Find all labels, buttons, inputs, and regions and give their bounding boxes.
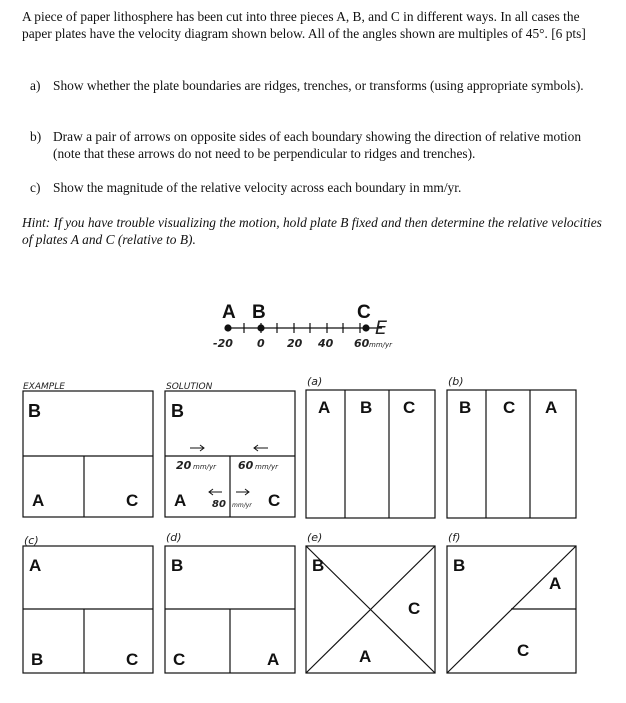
panel-c-label-c: C <box>126 650 139 669</box>
question-label: c) <box>30 180 41 195</box>
plate-a-dot <box>224 324 231 331</box>
tick-label: 60 <box>354 337 370 350</box>
plate-b-dot <box>257 324 264 331</box>
example-label-b: B <box>28 401 41 421</box>
unit-label: mm/yr <box>232 502 252 509</box>
tick-label: -20 <box>213 337 233 350</box>
question-text: Draw a pair of arrows on opposite sides of each boundary showing the direction of relative motion (note that these arrows do not need to be perpendicular to ridges and trenches). <box>53 129 582 161</box>
arrow-right-icon <box>190 445 204 451</box>
panel-a-title: (a) <box>307 375 323 388</box>
panel-d-title: (d) <box>166 531 182 544</box>
unit-label: mm/yr <box>369 341 393 349</box>
unit-label: mm/yr <box>255 463 279 471</box>
panel-f-label-b: B <box>453 556 466 575</box>
panel-c-label-b: B <box>31 650 44 669</box>
panel-b-label-c: C <box>503 398 516 417</box>
arrow-right-icon <box>236 489 249 495</box>
solution-title: SOLUTION <box>166 382 213 392</box>
tick-label: 0 <box>257 337 265 350</box>
panel-a-label-c: C <box>403 398 416 417</box>
solution-velocity-bottom: 80 <box>212 499 226 510</box>
tick-label: 40 <box>318 337 334 350</box>
solution-velocity-right: 60 <box>238 459 254 472</box>
hint-text: Hint: If you have trouble visualizing the motion, hold plate B fixed and then determine the relative velocities of plates A and C (relative to B). <box>22 215 602 247</box>
panel-b-title: (b) <box>448 375 464 388</box>
velocity-diagram <box>213 302 393 350</box>
panel-e-label-c: C <box>408 599 421 618</box>
solution-label-b: B <box>171 401 184 421</box>
question-text: Show the magnitude of the relative velocity across each boundary in mm/yr. <box>53 180 462 195</box>
arrow-left-icon <box>254 445 268 451</box>
panel-e-title: (e) <box>307 531 323 544</box>
question-label: a) <box>30 78 41 93</box>
solution-label-c: C <box>268 491 281 510</box>
panel-f-title: (f) <box>448 531 461 544</box>
solution-label-a: A <box>174 491 187 510</box>
panel-c-label-a: A <box>29 556 42 575</box>
arrow-left-icon <box>209 489 222 495</box>
example-label-c: C <box>126 491 139 510</box>
velocity-label-b: B <box>252 302 266 323</box>
panel-d-label-b: B <box>171 556 184 575</box>
panel-b-label-a: A <box>545 398 558 417</box>
east-label: E <box>375 317 388 339</box>
example-label-a: A <box>32 491 45 510</box>
solution-velocity-left: 20 <box>176 459 192 472</box>
panel-f-label-a: A <box>549 574 562 593</box>
plate-c-dot <box>362 324 369 331</box>
example-title: EXAMPLE <box>23 382 65 392</box>
panel-a-label-a: A <box>318 398 331 417</box>
panel-d-label-c: C <box>173 650 186 669</box>
panel-e-label-b: B <box>312 556 325 575</box>
tick-label: 20 <box>287 337 303 350</box>
panel-f-label-c: C <box>517 641 530 660</box>
question-text: Show whether the plate boundaries are ridges, trenches, or transforms (using appropriate symbols). <box>53 78 584 93</box>
panel-d-label-a: A <box>267 650 280 669</box>
problem-intro: A piece of paper lithosphere has been cut into three pieces A, B, and C in different ways. In all cases the paper plates have the velocity diagram shown below. All of the angles shown are multiples of 45°. [6 pts] <box>22 9 586 41</box>
panel-a-label-b: B <box>360 398 373 417</box>
velocity-label-c: C <box>357 302 371 323</box>
panel-c-title: (c) <box>24 534 39 547</box>
panel-e-label-a: A <box>359 647 372 666</box>
question-label: b) <box>30 129 42 144</box>
unit-label: mm/yr <box>193 463 217 471</box>
velocity-label-a: A <box>222 302 236 323</box>
panel-b-label-b: B <box>459 398 472 417</box>
